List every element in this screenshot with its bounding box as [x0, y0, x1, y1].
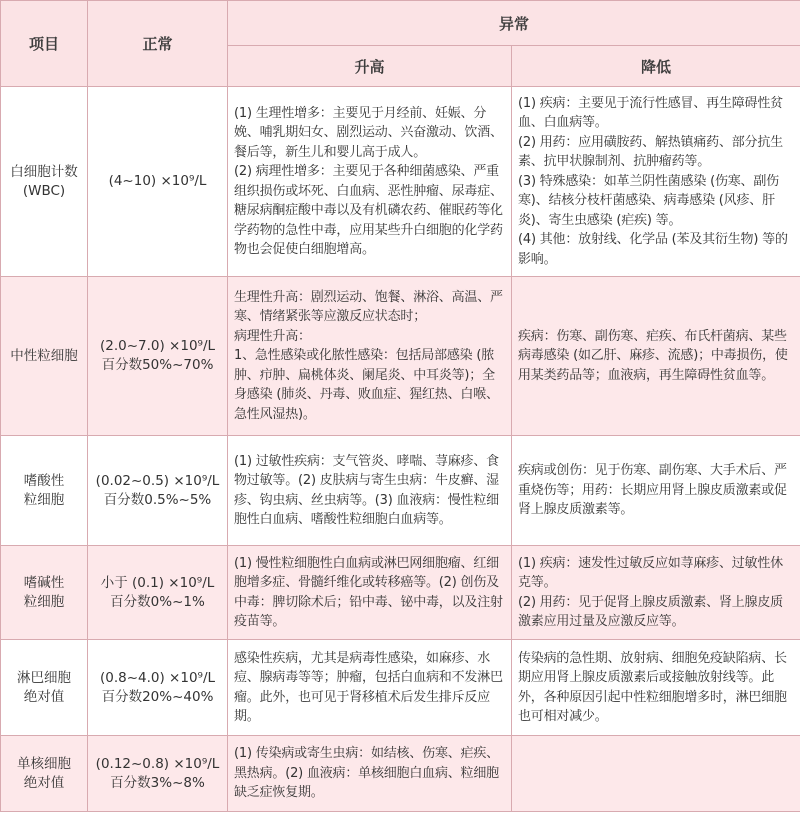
- normal-value: (4~10) ×10⁹/L: [108, 173, 207, 189]
- item-cell: [1, 277, 88, 436]
- high-text: (1) 过敏性疾病：支气管炎、哮喘、荨麻疹、食物过敏等。(2) 皮肤病与寄生虫病：牛皮癣、湿疹、钩虫病、丝虫病等。(3) 血液病：慢性粒细胞性白血病、嗜酸性粒细胞白血病等。: [234, 453, 499, 527]
- high-text: (1) 传染病或寄生虫病：如结核、伤寒、疟疾、黑热病。(2) 血液病：单核细胞白血病、粒细胞缺乏症恢复期。: [234, 746, 499, 801]
- table-row: [1, 736, 800, 812]
- table-row: [1, 436, 800, 546]
- high-text: (1) 慢性粒细胞性白血病或淋巴网细胞瘤、红细胞增多症、骨髓纤维化或转移癌等。(2) 创伤及中毒：脾切除术后；铅中毒、铋中毒，以及注射疫苗等。: [234, 555, 503, 629]
- item-label: 嗜酸性: [23, 472, 65, 489]
- high-text: (2) 病理性增多：主要见于各种细菌感染、严重组织损伤或坏死、白血病、恶性肿瘤、尿毒症、糖尿病酮症酸中毒以及有机磷农药、催眠药等化学药物的急性中毒，应用某些升白细胞的化学药物也会促使白细胞增高。: [234, 164, 503, 257]
- table-row: [1, 277, 800, 436]
- item-label: 绝对值: [23, 774, 65, 791]
- normal-cell: [88, 546, 228, 640]
- high-text: 生理性升高：剧烈运动、饱餐、淋浴、高温、严寒、情绪紧张等应激反应状态时；: [234, 289, 503, 325]
- item-cell: [1, 736, 88, 812]
- high-cell: [228, 87, 512, 277]
- normal-value: (0.12~0.8) ×10⁹/L: [95, 755, 220, 772]
- item-label: (WBC): [22, 182, 66, 199]
- header-high: 升高: [228, 46, 512, 87]
- high-cell: [228, 736, 512, 812]
- low-text: (1) 疾病：速发性过敏反应如荨麻疹、过敏性休克等。: [518, 555, 783, 590]
- item-label: 绝对值: [23, 688, 65, 705]
- high-text: 病理性升高：: [234, 328, 311, 344]
- low-cell: [512, 277, 800, 436]
- header-low: 降低: [512, 46, 800, 87]
- high-text: (1) 生理性增多：主要见于月经前、妊娠、分娩、哺乳期妇女、剧烈运动、兴奋激动、饮酒、餐后等，新生儿和婴儿高于成人。: [234, 105, 503, 160]
- high-cell: [228, 546, 512, 640]
- normal-percent: 百分数20%~40%: [101, 688, 214, 705]
- table-row: [1, 546, 800, 640]
- normal-value: (0.02~0.5) ×10⁹/L: [95, 472, 220, 489]
- normal-cell: [88, 87, 228, 277]
- high-text: 感染性疾病，尤其是病毒性感染，如麻疹、水痘、腺病毒等等；肿瘤，包括白血病和不发淋巴瘤。此外，也可见于肾移植术后发生排斥反应期。: [234, 650, 503, 724]
- low-text: (1) 疾病：主要见于流行性感冒、再生障碍性贫血、白血病等。: [518, 95, 783, 131]
- normal-percent: 百分数50%~70%: [101, 357, 214, 373]
- table-row: [1, 640, 800, 736]
- normal-cell: [88, 436, 228, 546]
- low-text: (4) 其他：放射线、化学品 (苯及其衍生物) 等的影响。: [518, 232, 788, 267]
- item-label: 淋巴细胞: [17, 669, 71, 686]
- low-text: 传染病的急性期、放射病、细胞免疫缺陷病、长期应用肾上腺皮质激素后或接触放射线等。此外，各种原因引起中性粒细胞增多时，淋巴细胞也可相对减少。: [518, 650, 787, 724]
- item-label: 粒细胞: [23, 491, 65, 508]
- item-label: 嗜碱性: [23, 574, 65, 591]
- item-cell: [1, 640, 88, 736]
- normal-cell: [88, 736, 228, 812]
- low-cell: [512, 436, 800, 546]
- item-label: 粒细胞: [23, 593, 65, 610]
- low-cell: [512, 640, 800, 736]
- normal-percent: 百分数0%~1%: [110, 593, 205, 610]
- low-cell: [512, 87, 800, 277]
- item-cell: [1, 436, 88, 546]
- table-row: [1, 87, 800, 277]
- normal-value: (2.0~7.0) ×10⁹/L: [99, 338, 216, 354]
- low-text: (3) 特殊感染：如革兰阴性菌感染 (伤寒、副伤寒)、结核分枝杆菌感染、病毒感染 (风疹、肝炎)、寄生虫感染 (疟疾) 等。: [518, 173, 779, 228]
- low-text: (2) 用药：见于促肾上腺皮质激素、肾上腺皮质激素应用过量及应激反应等。: [518, 594, 783, 629]
- low-text: 疾病或创伤：见于伤寒、副伤寒、大手术后、严重烧伤等；用药：长期应用肾上腺皮质激素或促肾上腺皮质激素等。: [518, 463, 787, 518]
- normal-value: 小于 (0.1) ×10⁹/L: [100, 574, 215, 591]
- header-abnormal: 异常: [228, 1, 800, 46]
- item-cell: [1, 546, 88, 640]
- low-text: (2) 用药：应用磺胺药、解热镇痛药、部分抗生素、抗甲状腺制剂、抗肿瘤药等。: [518, 134, 783, 170]
- high-cell: [228, 436, 512, 546]
- item-cell: [1, 87, 88, 277]
- high-cell: [228, 640, 512, 736]
- normal-percent: 百分数0.5%~5%: [103, 491, 212, 508]
- item-label: 单核细胞: [17, 755, 71, 772]
- normal-cell: [88, 277, 228, 436]
- normal-value: (0.8~4.0) ×10⁹/L: [99, 669, 216, 686]
- item-label: 中性粒细胞: [10, 347, 78, 364]
- low-cell: [512, 546, 800, 640]
- normal-cell: [88, 640, 228, 736]
- normal-percent: 百分数3%~8%: [110, 774, 205, 791]
- header-normal: 正常: [88, 1, 228, 87]
- high-text: 1、急性感染或化脓性感染：包括局部感染 (脓肿、疖肿、扁桃体炎、阑尾炎、中耳炎等)；全身感染 (肺炎、丹毒、败血症、猩红热、白喉、急性风湿热)。: [234, 348, 499, 422]
- header-item: 项目: [1, 1, 88, 87]
- low-text: 疾病：伤寒、副伤寒、疟疾、布氏杆菌病、某些病毒感染 (如乙肝、麻疹、流感)；中毒损伤，使用某类药品等；血液病，再生障碍性贫血等。: [518, 328, 788, 383]
- item-label: 白细胞计数: [10, 163, 78, 180]
- high-cell: [228, 277, 512, 436]
- low-cell: [512, 736, 800, 812]
